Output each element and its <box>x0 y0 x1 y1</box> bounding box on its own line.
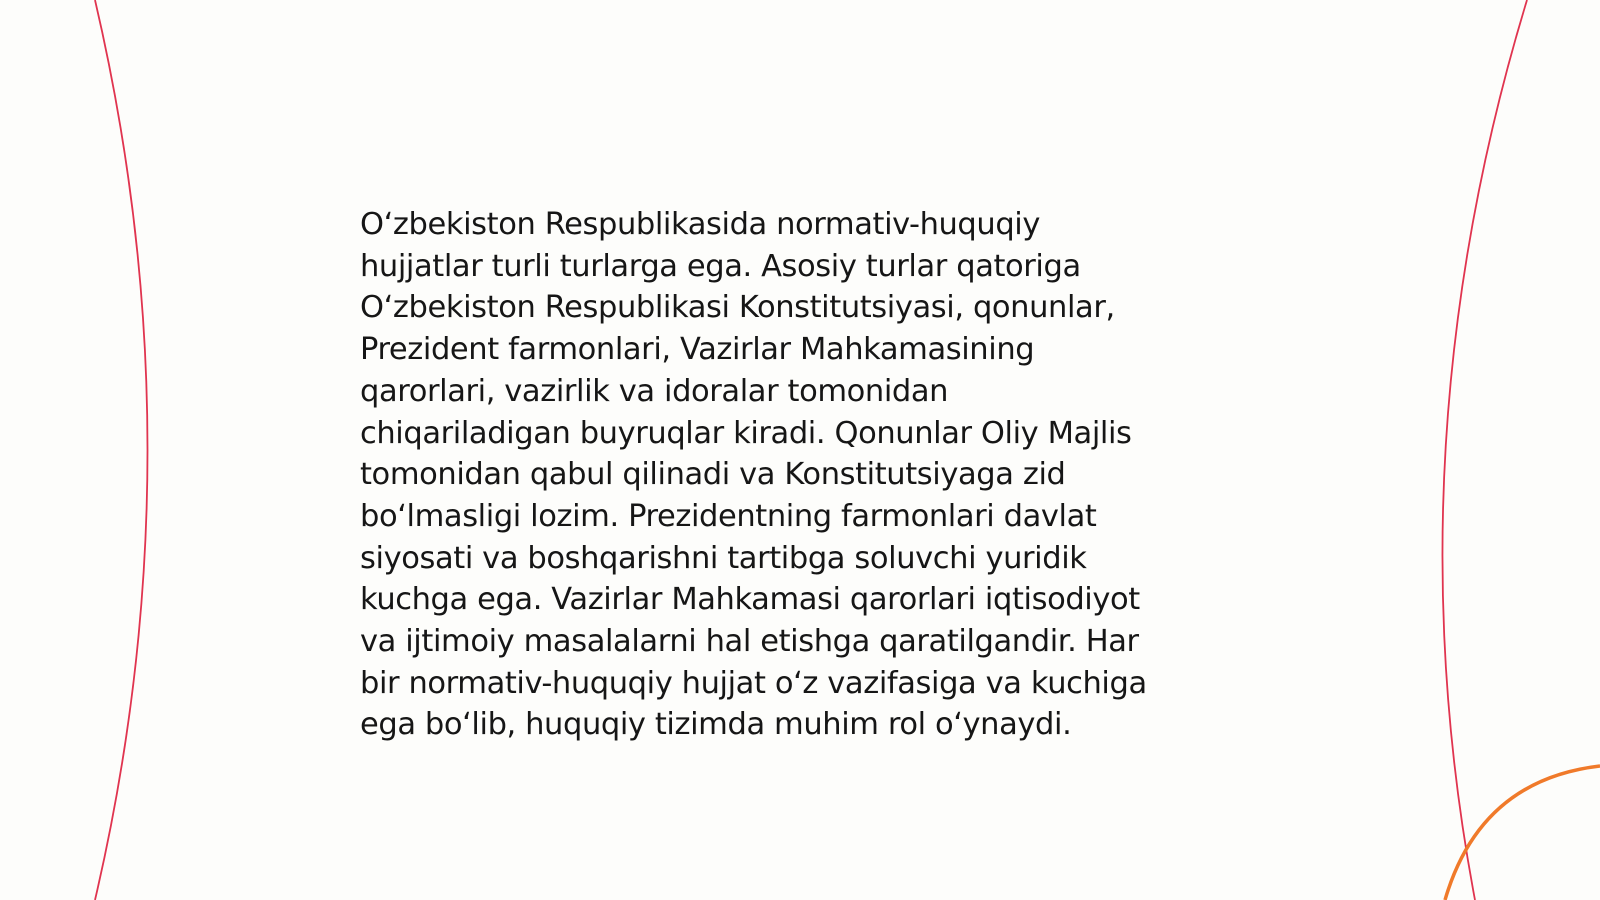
text-line: chiqariladigan buyruqlar kiradi. Qonunlar Oliy Majlis <box>360 415 1132 451</box>
text-line: bo‘lmasligi lozim. Prezidentning farmonlari davlat <box>360 498 1097 534</box>
text-line: hujjatlar turli turlarga ega. Asosiy turlar qatoriga <box>360 248 1081 284</box>
text-line: ega bo‘lib, huquqiy tizimda muhim rol o‘ynaydi. <box>360 707 1072 743</box>
text-line: siyosati va boshqarishni tartibga soluvchi yuridik <box>360 540 1087 576</box>
text-line: kuchga ega. Vazirlar Mahkamasi qarorlari iqtisodiyot <box>360 582 1140 618</box>
text-line: O‘zbekiston Respublikasida normativ-huquqiy <box>360 207 1041 242</box>
right-curve <box>1442 0 1527 900</box>
accent-arc <box>1445 766 1600 900</box>
text-line: Prezident farmonlari, Vazirlar Mahkamasining <box>360 332 1035 368</box>
text-line: tomonidan qabul qilinadi va Konstitutsiyaga zid <box>360 457 1066 493</box>
text-line: bir normativ-huquqiy hujjat o‘z vazifasiga va kuchiga <box>360 665 1147 701</box>
left-curve <box>95 0 148 900</box>
text-line: qarorlari, vazirlik va idoralar tomonidan <box>360 373 949 409</box>
text-line: va ijtimoiy masalalarni hal etishga qaratilgandir. Har <box>360 624 1139 660</box>
text-line: O‘zbekiston Respublikasi Konstitutsiyasi, qonunlar, <box>360 290 1115 326</box>
body-paragraph <box>360 204 1230 746</box>
